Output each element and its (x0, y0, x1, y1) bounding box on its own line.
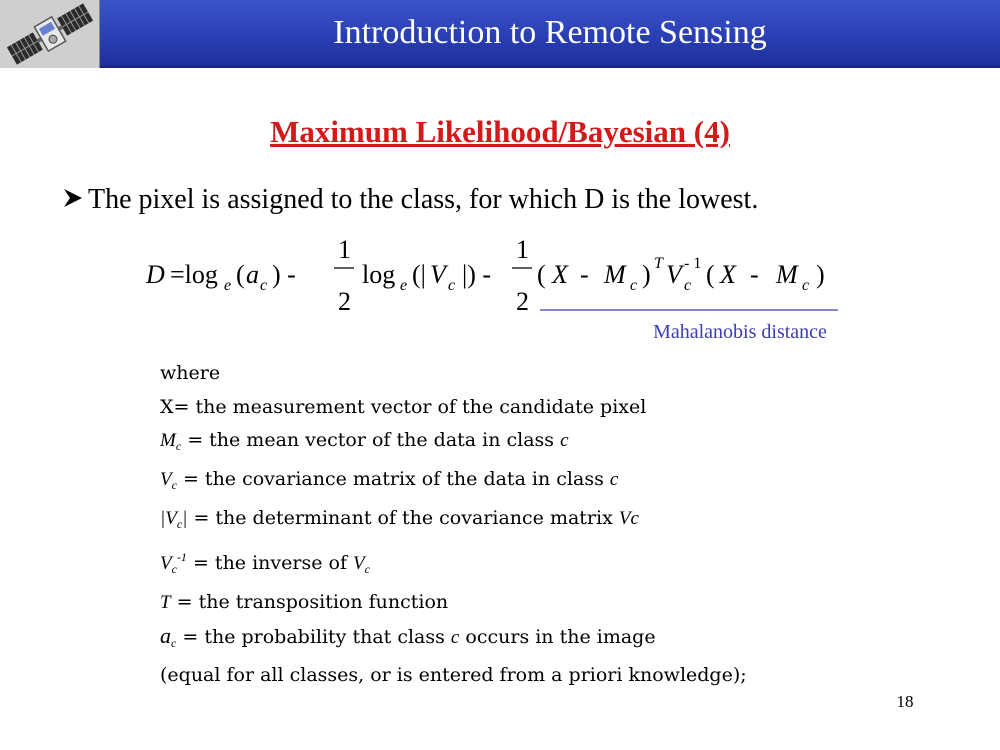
definition-x (160, 390, 820, 424)
arrow-bullet-icon (62, 184, 88, 216)
definition-vc-tail: c (609, 469, 619, 490)
svg-text:2: 2 (338, 287, 351, 316)
definition-inverse (160, 541, 820, 586)
svg-text:-: - (580, 260, 589, 289)
definition-transpose (160, 586, 820, 619)
symbol-det-vc: $|V_c|$ (160, 508, 188, 531)
definition-det-text: = the determinant of the covariance matrix (187, 507, 619, 529)
svg-text:(: ( (236, 260, 245, 289)
svg-text:c: c (630, 277, 638, 294)
svg-text:1: 1 (338, 235, 351, 264)
definition-ac (160, 619, 820, 660)
svg-text:a: a (246, 260, 259, 289)
bullet-point (62, 184, 758, 216)
header-title: Introduction to Remote Sensing (333, 14, 767, 51)
definition-vc (160, 463, 820, 502)
definition-det (160, 502, 820, 541)
definitions-list (160, 356, 820, 690)
svg-text:): ) (816, 260, 825, 289)
definition-ac-text: = the probability that class (176, 626, 451, 648)
definition-mc-text: = the mean vector of the data in class (181, 429, 561, 451)
definition-inverse-tail: $V_c$ (353, 553, 370, 576)
definition-mc (160, 424, 820, 463)
mahalanobis-annotation: Mahalanobis distance (653, 321, 827, 343)
definition-ac-text2: occurs in the image (459, 626, 656, 648)
svg-text:c: c (260, 277, 268, 294)
definition-x-text: the measurement vector of the candidate pixel (189, 396, 647, 418)
svg-text:-: - (750, 260, 759, 289)
bullet-text: The pixel is assigned to the class, for which D is the lowest. (88, 184, 759, 215)
svg-text:1: 1 (516, 235, 529, 264)
svg-text:) -: ) - (272, 260, 296, 289)
svg-text:(|: (| (412, 260, 426, 289)
definition-inverse-text: = the inverse of (186, 552, 354, 574)
svg-text:e: e (400, 277, 408, 294)
svg-text:T: T (654, 255, 663, 272)
svg-text:M: M (776, 260, 798, 289)
slide-title: Maximum Likelihood/Bayesian (4) (270, 114, 730, 149)
definition-det-tail: Vc (618, 508, 639, 529)
definition-vc-text: = the covariance matrix of the data in class (176, 468, 610, 490)
satellite-logo (0, 0, 100, 68)
svg-text:D: D (146, 260, 165, 289)
definition-mc-tail: c (560, 430, 569, 451)
definition-note: (equal for all classes, or is entered from a priori knowledge); (160, 664, 747, 686)
svg-text:V: V (430, 260, 446, 289)
svg-text:): ) (642, 260, 651, 289)
svg-text:(: ( (537, 260, 546, 289)
svg-text:c: c (802, 277, 810, 294)
where-label: where (160, 362, 221, 384)
symbol-t: T (160, 592, 171, 613)
page-number: 18 (896, 692, 914, 711)
svg-text:X: X (552, 260, 568, 289)
svg-text:(: ( (706, 260, 715, 289)
header-bar (100, 0, 1000, 68)
symbol-ac: $a_c$ (160, 623, 177, 650)
svg-text:X: X (720, 260, 736, 289)
svg-text:2: 2 (516, 287, 529, 316)
symbol-vc: $V_c$ (160, 469, 177, 492)
symbol-mc: $M_c$ (160, 430, 182, 453)
definition-ac-tail: c (450, 627, 460, 648)
svg-text:c: c (448, 277, 456, 294)
header (0, 0, 1000, 68)
svg-text:|) -: |) - (462, 260, 492, 289)
symbol-x: X= (160, 396, 190, 418)
symbol-vc-inverse: $V_c^{-1}$ (160, 550, 187, 576)
svg-text:log: log (362, 260, 396, 289)
definition-transpose-text: = the transposition function (170, 591, 449, 613)
svg-text:M: M (604, 260, 626, 289)
svg-text:- 1: - 1 (684, 255, 702, 272)
svg-text:c: c (684, 277, 692, 294)
svg-text:V: V (666, 260, 682, 289)
svg-text:e: e (224, 277, 232, 294)
svg-text:=log: =log (170, 260, 218, 289)
discriminant-equation (140, 232, 860, 322)
